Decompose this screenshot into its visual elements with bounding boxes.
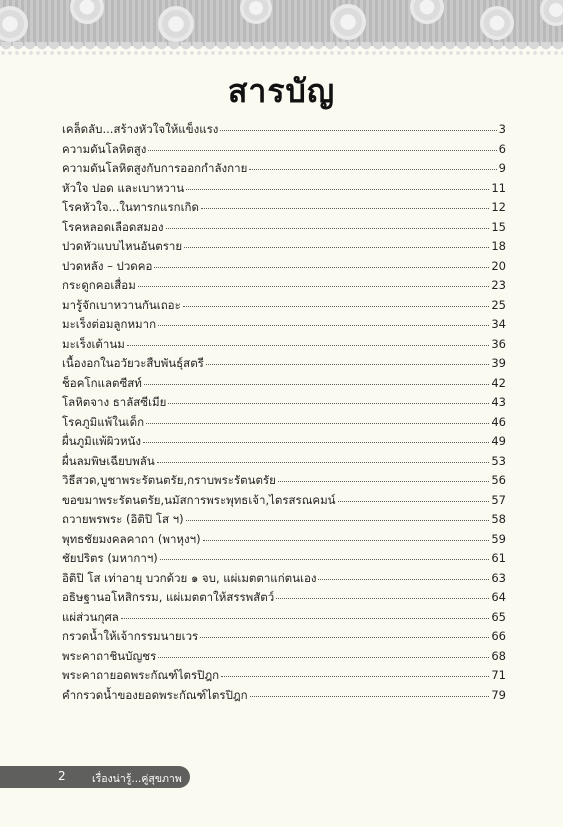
toc-entry [62,199,506,219]
toc-entry-page: 64 [491,590,506,604]
toc-entry-title: กระดูกคอเสื่อม [62,278,136,292]
toc-entry-page: 53 [491,453,506,468]
toc-entry-title: มะเร็งเต้านม [62,336,125,351]
dot-leader [276,597,489,599]
toc-entry [62,238,506,258]
toc-entry-title: ปวดหลัง – ปวดคอ [62,258,153,273]
toc-entry-page: 42 [491,375,506,390]
toc-entry [62,492,506,512]
toc-entry [62,394,506,414]
toc-entry-title: คำกรวดน้ำของยอดพระกัณฑ์ไตรปิฎก [62,687,248,702]
toc-entry-page: 79 [491,687,506,702]
toc-entry-page: 58 [491,512,506,526]
toc-entry [62,648,506,668]
toc-entry-page: 66 [491,629,506,643]
decorative-circle [330,4,366,40]
toc-entry-page: 43 [491,395,506,409]
toc-entry [62,160,506,180]
toc-entry-page: 65 [491,609,506,624]
dot-leader [220,129,496,131]
toc-entry-title: ขอขมาพระรัตนตรัย,นมัสการพระพุทธเจ้า,ไตรสรณคมน์ [62,492,336,507]
toc-entry [62,550,506,570]
decorative-circle [240,0,272,24]
dot-leader [166,227,490,229]
toc-entry-page: 59 [491,531,506,546]
toc-entry-title: อธิษฐานอโหสิกรรม, แผ่เมตตาให้สรรพสัตว์ [62,590,275,604]
toc-entry [62,472,506,492]
dot-leader [206,363,490,365]
toc-entry-page: 39 [491,356,506,370]
dot-leader [121,617,490,619]
toc-entry-title: ความดันโลหิตสูงกับการออกกำลังกาย [62,161,248,175]
toc-entry-title: อิติปิ โส เท่าอายุ บวกด้วย ๑ จบ, แผ่เมตตาแก่ตนเอง [62,570,317,585]
toc-entry-title: กรวดน้ำให้เจ้ากรรมนายเวร [62,629,199,643]
toc-entry-title: โรคหัวใจ...ในทารกแรกเกิด [62,200,199,214]
toc-entry-page: 9 [498,161,506,175]
toc-entry [62,219,506,239]
dot-leader [160,558,490,560]
toc-entry [62,667,506,687]
toc-entry-title: มารู้จักเบาหวานกันเถอะ [62,297,181,312]
toc-entry-title: ปวดหัวแบบไหนอันตราย [62,239,183,253]
footer-tab [0,766,190,788]
toc-entry-title: ช็อคโกแลตซีสท์ [62,375,142,390]
dot-leader [186,188,489,190]
toc-entry [62,355,506,375]
toc-entry-title: มะเร็งต่อมลูกหมาก [62,317,157,331]
toc-entry-title: แผ่ส่วนกุศล [62,609,119,624]
toc-entry-page: 63 [491,570,506,585]
toc-entry [62,297,506,317]
dot-leader [183,305,490,307]
toc-entry-page: 23 [491,278,506,292]
toc-entry-title: ความดันโลหิตสูง [62,141,147,156]
toc-entry-title: โรคภูมิแพ้ในเด็ก [62,414,145,429]
dot-leader [154,266,489,268]
toc-entry [62,511,506,531]
toc-entry-page: 18 [491,239,506,253]
decorative-circle [480,6,514,40]
dot-leader [148,149,496,151]
toc-entry-page: 68 [491,648,506,663]
toc-entry [62,336,506,356]
toc-entry [62,375,506,395]
toc-entry [62,628,506,648]
lace-border-dots [0,50,563,56]
toc-entry [62,687,506,707]
dot-leader [200,636,489,638]
dot-leader [158,324,489,326]
dot-leader [278,480,490,482]
toc-entry-title: พระคาถายอดพระกัณฑ์ไตรปิฎก [62,668,220,682]
dot-leader [249,168,496,170]
footer-book-title: เรื่องน่ารู้...คู่สุขภาพ [92,773,182,785]
toc-entry-title: ถวายพรพระ (อิติปิ โส ฯ) [62,512,184,526]
toc-entry-title: เคล็ดลับ...สร้างหัวใจให้แข็งแรง [62,122,219,136]
toc-entry-page: 46 [491,414,506,429]
dot-leader [203,539,490,541]
toc-entry-page: 36 [491,336,506,351]
toc-entry-page: 20 [491,258,506,273]
toc-entry-page: 6 [498,141,506,156]
dot-leader [144,383,489,385]
toc-entry-title: โลหิตจาง ธาลัสซีเมีย [62,395,167,409]
decorative-circle [540,0,563,26]
toc-entry [62,180,506,200]
toc-entry [62,531,506,551]
toc-entry [62,453,506,473]
toc-entry-page: 49 [491,434,506,448]
page-number: 2 [58,769,66,783]
toc-entry [62,121,506,141]
decorative-circle [410,0,444,24]
toc-entry-title: โรคหลอดเลือดสมอง [62,219,164,234]
toc-entry-page: 56 [491,473,506,487]
toc-entry [62,570,506,590]
toc-entry-page: 11 [491,180,506,195]
toc-entry-page: 15 [491,219,506,234]
dot-leader [221,675,489,677]
toc-entry [62,609,506,629]
toc-entry-page: 34 [491,317,506,331]
toc-entry-page: 12 [491,200,506,214]
toc-entry [62,589,506,609]
toc-entry [62,277,506,297]
toc-entry-title: พุทธชัยมงคลคาถา (พาหุงฯ) [62,531,201,546]
toc-entry-page: 3 [498,122,506,136]
toc-entry-title: วิธีสวด,บูชาพระรัตนตรัย,กราบพระรัตนตรัย [62,473,276,487]
toc-entry [62,414,506,434]
dot-leader [127,344,490,346]
decorative-circle [158,6,194,42]
toc-entry-title: ผื่นลมพิษเฉียบพลัน [62,453,155,468]
toc-entry-page: 57 [491,492,506,507]
dot-leader [201,207,489,209]
toc-entry-title: เนื้องอกในอวัยวะสืบพันธุ์สตรี [62,356,204,370]
dot-leader [186,519,490,521]
decorative-header-banner [0,0,563,46]
dot-leader [158,656,489,658]
toc-entry [62,433,506,453]
decorative-circle [0,6,28,42]
dot-leader [143,441,489,443]
dot-leader [184,246,489,248]
dot-leader [157,461,490,463]
table-of-contents [62,121,506,706]
dot-leader [168,402,489,404]
toc-entry-page: 25 [491,297,506,312]
toc-entry-title: พระคาถาชินบัญชร [62,648,157,663]
toc-entry-page: 61 [491,551,506,565]
toc-entry-page: 71 [491,668,506,682]
toc-entry [62,141,506,161]
dot-leader [250,695,490,697]
dot-leader [318,578,489,580]
toc-entry-title: หัวใจ ปอด และเบาหวาน [62,180,185,195]
dot-leader [138,285,490,287]
dot-leader [146,422,489,424]
toc-entry [62,258,506,278]
toc-entry [62,316,506,336]
toc-entry-title: ผื่นภูมิแพ้ผิวหนัง [62,434,142,448]
page-title: สารบัญ [227,72,336,110]
toc-entry-title: ชัยปริตร (มหากาฯ) [62,551,158,565]
dot-leader [338,500,490,502]
decorative-circle [70,0,104,24]
